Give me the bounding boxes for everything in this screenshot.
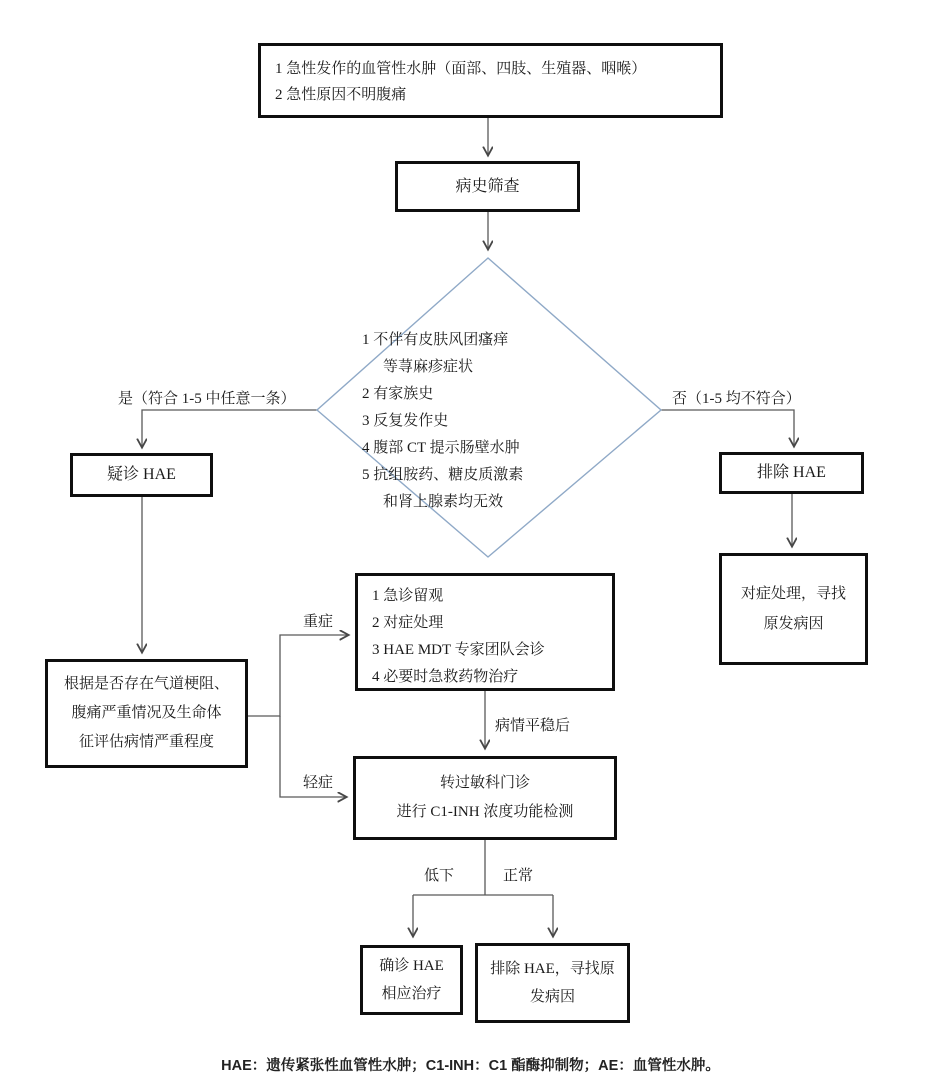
node-history-screening bbox=[395, 161, 580, 212]
emergency-line-2: 2 对症处理 bbox=[372, 615, 444, 631]
decision-line-6: 5 抗组胺药、糖皮质激素 bbox=[362, 467, 524, 483]
severity-line-1: 根据是否存在气道梗阻、 bbox=[63, 676, 229, 692]
symptomatic-line-2: 原发病因 bbox=[763, 616, 824, 632]
edge-decision-yes bbox=[142, 410, 317, 447]
node-exclude-hae bbox=[719, 452, 864, 494]
edge-label-stable: 病情平稳后 bbox=[495, 718, 571, 734]
suspect-hae-label: 疑诊 HAE bbox=[107, 466, 176, 483]
emergency-line-4: 4 必要时急救药物治疗 bbox=[372, 669, 519, 685]
node-suspect-hae bbox=[70, 453, 213, 497]
edge-label-no: 否（1-5 均不符合） bbox=[672, 391, 801, 407]
abbreviation-footnote: HAE：遗传紧张性血管性水肿；C1-INH：C1 酯酶抑制物；AE：血管性水肿。 bbox=[221, 1058, 720, 1074]
edge-severity-severe bbox=[248, 635, 348, 716]
exclude-find-line-2: 发病因 bbox=[529, 989, 575, 1005]
node-allergy-clinic bbox=[353, 756, 617, 840]
symptoms-line-2: 2 急性原因不明腹痛 bbox=[275, 87, 407, 103]
decision-criteria-text bbox=[362, 327, 662, 516]
decision-line-3: 2 有家族史 bbox=[362, 386, 434, 402]
node-exclude-find-cause bbox=[475, 943, 630, 1023]
symptoms-line-1: 1 急性发作的血管性水肿（面部、四肢、生殖器、咽喉） bbox=[275, 61, 647, 77]
decision-line-5: 4 腹部 CT 提示肠壁水肿 bbox=[362, 440, 520, 456]
node-symptoms bbox=[258, 43, 723, 118]
clinic-line-1: 转过敏科门诊 bbox=[439, 775, 530, 791]
decision-line-1: 1 不伴有皮肤风团瘙痒 bbox=[362, 332, 509, 348]
edge-decision-no bbox=[661, 410, 794, 446]
node-severity-assessment bbox=[45, 659, 248, 768]
edge-label-mild: 轻症 bbox=[303, 775, 334, 791]
history-screening-label: 病史筛查 bbox=[455, 177, 520, 195]
severity-line-2: 腹痛严重情况及生命体 bbox=[71, 705, 222, 721]
confirm-line-2: 相应治疗 bbox=[381, 986, 442, 1002]
node-symptomatic-treatment bbox=[719, 553, 868, 665]
edge-label-severe: 重症 bbox=[303, 614, 334, 630]
decision-line-7: 和肾上腺素均无效 bbox=[383, 494, 504, 510]
severity-line-3: 征评估病情严重程度 bbox=[78, 734, 214, 750]
edge-label-yes: 是（符合 1-5 中任意一条） bbox=[118, 391, 296, 407]
confirm-line-1: 确诊 HAE bbox=[379, 958, 444, 974]
symptomatic-line-1: 对症处理，寻找 bbox=[740, 586, 846, 602]
edge-label-low: 低下 bbox=[424, 868, 455, 884]
decision-line-4: 3 反复发作史 bbox=[362, 413, 449, 429]
decision-line-2: 等荨麻疹症状 bbox=[383, 359, 474, 375]
emergency-line-1: 1 急诊留观 bbox=[372, 588, 444, 604]
node-emergency-management bbox=[355, 573, 615, 691]
emergency-line-3: 3 HAE MDT 专家团队会诊 bbox=[372, 642, 545, 658]
exclude-find-line-1: 排除 HAE，寻找原 bbox=[490, 961, 615, 977]
edge-label-normal: 正常 bbox=[503, 868, 534, 884]
node-confirm-hae bbox=[360, 945, 463, 1015]
clinic-line-2: 进行 C1-INH 浓度功能检测 bbox=[396, 804, 574, 820]
exclude-hae-label: 排除 HAE bbox=[757, 464, 826, 481]
